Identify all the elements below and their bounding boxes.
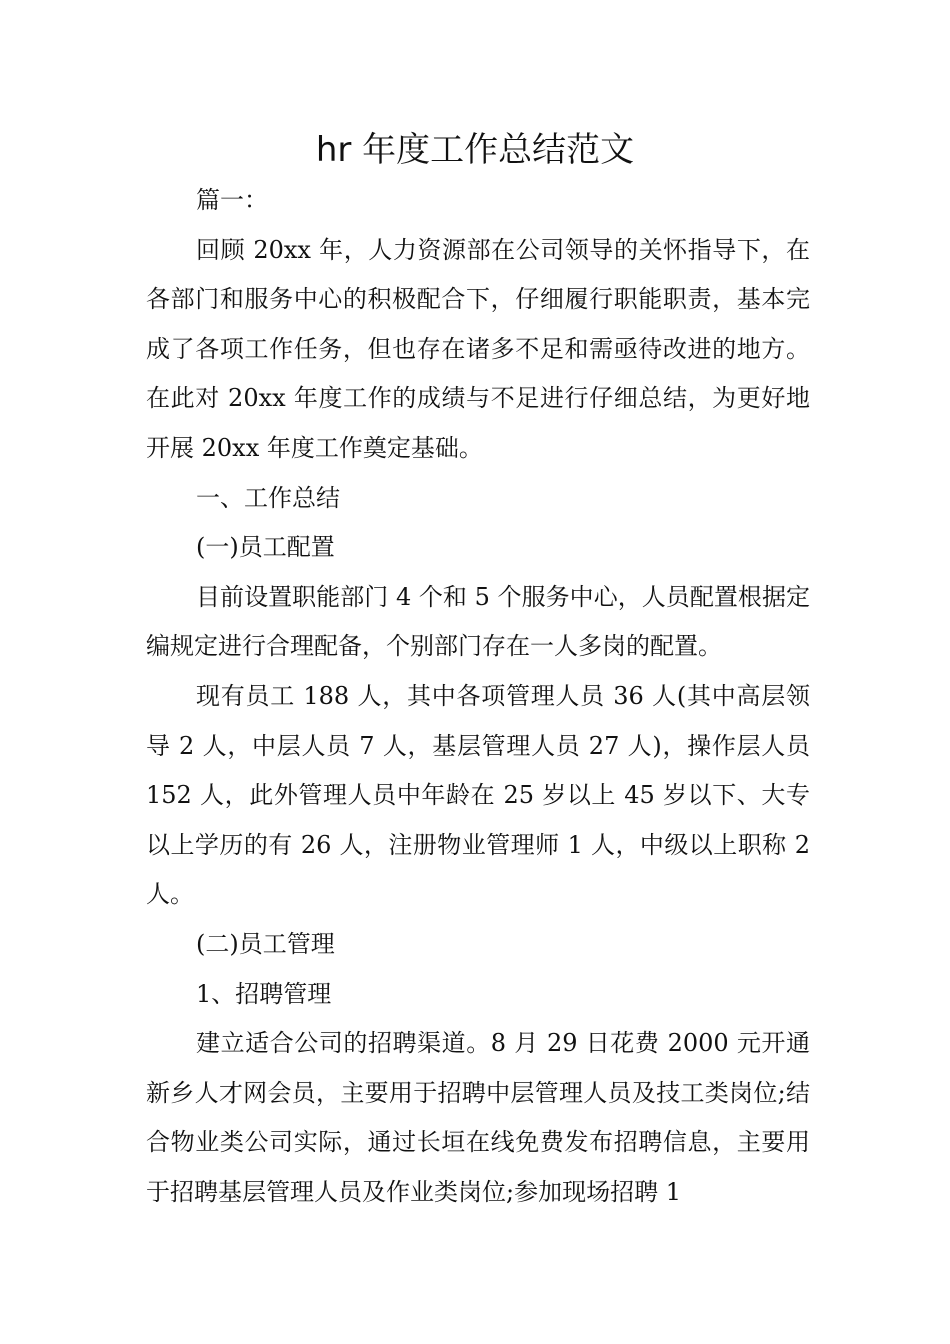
subheading-recruitment: 1、招聘管理 xyxy=(196,979,332,1008)
subheading-staff-management: (二)员工管理 xyxy=(196,929,335,958)
intro-paragraph: 回顾 20xx 年，人力资源部在公司领导的关怀指导下，在各部门和服务中心的积极配合下，仔细履行职能职责，基本完成了各项工作任务，但也存在诸多不足和需亟待改进的地方。在此对 20xx 年度工作的成绩与不足进行仔细总结，为更好地开展 20xx 年度工作奠定基础。 xyxy=(146,235,810,462)
subheading-staff-allocation: (一)员工配置 xyxy=(196,533,335,562)
heading-work-summary: 一、工作总结 xyxy=(196,483,340,512)
document-title: hr 年度工作总结范文 xyxy=(315,130,635,170)
document-body xyxy=(146,176,810,1217)
section-label: 篇一： xyxy=(196,186,268,214)
recruitment-paragraph: 建立适合公司的招聘渠道。8 月 29 日花费 2000 元开通新乡人才网会员，主要用于招聘中层管理人员及技工类岗位;结合物业类公司实际，通过长垣在线免费发布招聘信息，主要用于招聘基层管理人员及作业类岗位;参加现场招聘 1 xyxy=(146,1029,810,1206)
staff-count-paragraph: 现有员工 188 人，其中各项管理人员 36 人(其中高层领导 2 人，中层人员 7 人，基层管理人员 27 人)，操作层人员 152 人，此外管理人员中年龄在 25 岁以上 45 岁以下、大专以上学历的有 26 人，注册物业管理师 1 人，中级以上职称 2 人。 xyxy=(146,681,810,909)
staff-allocation-paragraph: 目前设置职能部门 4 个和 5 个服务中心，人员配置根据定编规定进行合理配备，个别部门存在一人多岗的配置。 xyxy=(146,582,810,661)
